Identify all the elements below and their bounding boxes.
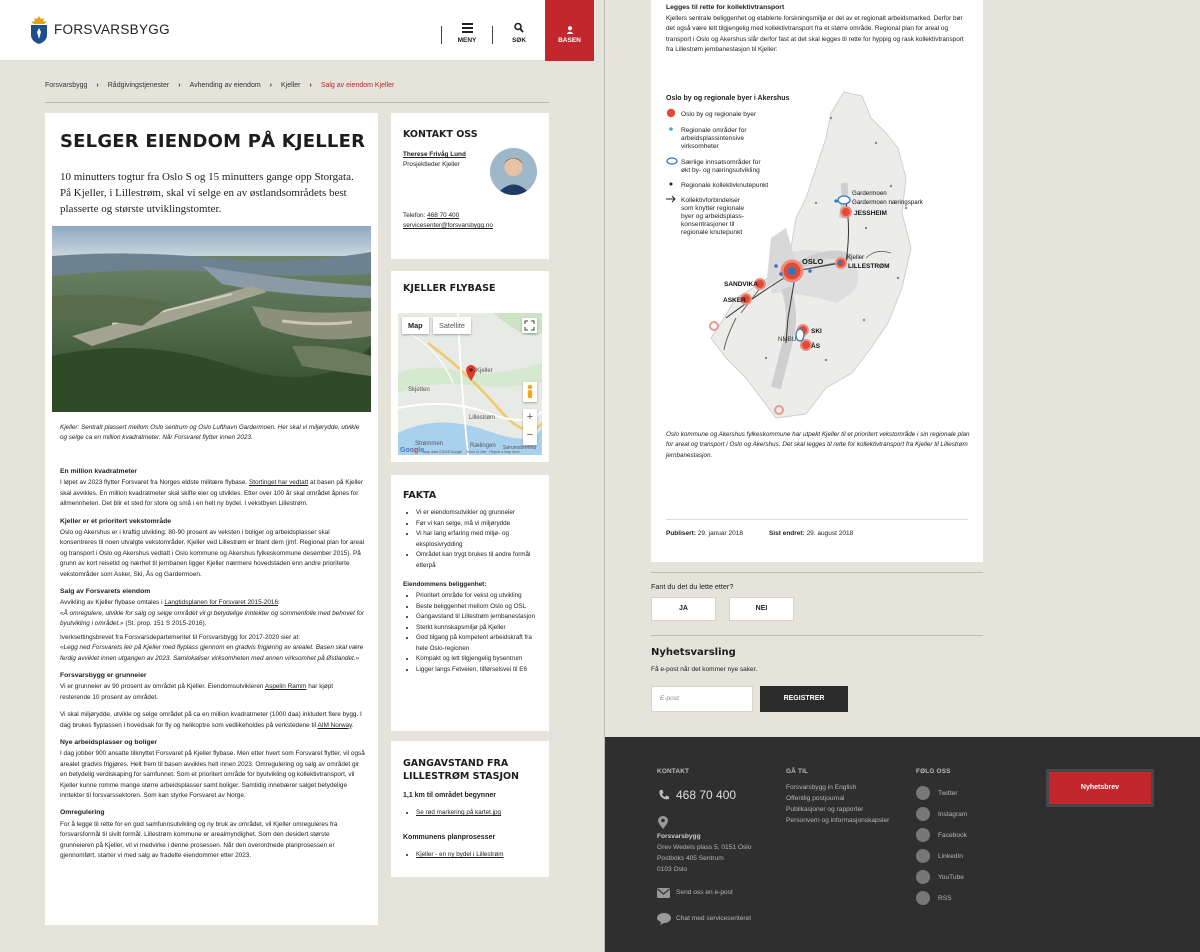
footer-phone[interactable]: 468 70 400 — [676, 788, 737, 802]
fullscreen-icon — [522, 318, 537, 333]
breadcrumb-link[interactable]: Rådgivingstjenester — [107, 82, 170, 89]
published-label: Publisert: — [666, 530, 696, 537]
paragraph — [60, 598, 365, 629]
flybase-title: KJELLER FLYBASE — [403, 283, 496, 294]
footer-address: 0103 Oslo — [657, 866, 688, 873]
published-date — [666, 530, 743, 537]
facebook-icon — [916, 828, 930, 842]
breadcrumb — [45, 82, 394, 89]
list-item: • God tilgang på kompetent arbeidskraft fra hele Oslo-regionen — [416, 633, 545, 654]
section-heading: Kjeller er et prioritert vekstområde — [60, 517, 172, 525]
contact-role: Prosjektleder Kjeller — [403, 161, 460, 168]
text: I løpet av 2023 flytter Forsvaret fra Norges eldste militære flybase. — [60, 479, 249, 487]
fakta-card — [391, 475, 549, 731]
header-divider — [441, 26, 442, 44]
text: Vi skal miljørydde, utvikle og selge området på ca en million kvadratmeter (1000 daa) inkludert flere bygg. I dag brukes flyplassen i hovedsak for fly og helikoptre som vedlikeholdes på verkstedene til — [60, 711, 362, 729]
map-label-skjetten: Skjetten — [408, 387, 430, 393]
newsletter-button[interactable]: Nyhetsbrev — [1046, 769, 1154, 807]
social-label: RSS — [938, 894, 952, 902]
text: har kjøpt resterende 10 prosent av området. — [60, 683, 334, 701]
chevron-right-icon: › — [178, 82, 181, 89]
map-legend-title: Oslo by og regionale byer i Akershus — [666, 95, 790, 102]
plan-heading: Kommunens planprosesser — [403, 834, 496, 841]
section-heading: Nye arbeidsplasser og boliger — [60, 738, 158, 746]
email-link[interactable]: servicesenter@forsvarsbygg.no — [403, 222, 493, 229]
paragraph — [60, 710, 365, 731]
distance-heading: 1,1 km til området begynner — [403, 792, 496, 799]
section-heading: Omregulering — [60, 809, 105, 817]
newsletter-subtitle: Få e-post når det kommer nye saker. — [651, 666, 758, 673]
footer-address: Postboks 405 Sentrum — [657, 855, 724, 862]
map-legend-item: konsentrasjoner til — [681, 221, 735, 228]
section-heading: Legges til rette for kollektivtransport — [666, 4, 785, 11]
list-item: • Gangavstand til Lillestrøm jernbanestasjon — [416, 612, 545, 623]
fakta-list — [405, 508, 545, 571]
map-legend-item: virksomheter — [681, 143, 719, 150]
divider — [45, 102, 549, 103]
menu-label: MENY — [457, 37, 477, 44]
list-item: • Før vi kan selge, må vi miljørydde — [416, 519, 545, 530]
article-body — [60, 467, 365, 868]
map-label-sandvika: SANDVIKA — [724, 281, 758, 288]
phone-icon — [658, 789, 670, 801]
social-label: YouTube — [938, 873, 964, 881]
gangavstand-title: GANGAVSTAND FRA LILLESTRØM STASJON — [403, 758, 519, 782]
search-button[interactable] — [497, 22, 541, 44]
map-legend-item: regionale knutepunkt — [681, 229, 743, 236]
paragraph — [60, 682, 365, 703]
map-label-strommen: Strømmen — [415, 441, 444, 447]
paragraph: For å legge til rette for en god samfunnsutvikling og ny bruk av området, vil Kjeller omreguleres fra forsvarsformål til sivilt formål. Lillestrøm kommune er arealmyndighet. Som den desidert største grunneieren på Kjeller, vil vi medvirke i denne prosessen. Når den overordnede planprosessen er gjennomført, starter vi med salg av fradelte eiendommer etter 2023. — [60, 820, 338, 859]
link[interactable]: Langtidsplanen for Forsvaret 2015-2016 — [164, 599, 278, 607]
divider — [651, 635, 983, 636]
social-link-linkedin[interactable] — [916, 849, 963, 863]
gangavstand-card — [391, 741, 549, 877]
link[interactable]: AIM Norway — [317, 721, 352, 729]
map-image-link[interactable]: • Se rød markering på kartet.jpg — [416, 808, 545, 819]
site-footer — [605, 737, 1200, 952]
social-label: Twitter — [938, 789, 958, 797]
zoom-controls — [523, 409, 537, 445]
map-legend-item: som knytter regionale — [681, 205, 745, 212]
footer-heading-kontakt: KONTAKT — [657, 768, 690, 775]
chevron-right-icon: › — [96, 82, 99, 89]
section-heading: Forsvarsbygg er grunneier — [60, 671, 147, 679]
paragraph — [60, 633, 365, 664]
beliggenhet-list — [405, 591, 545, 675]
instagram-icon — [916, 807, 930, 821]
chat-link[interactable]: Chat med servicesenteret — [676, 915, 752, 922]
divider — [651, 572, 983, 573]
header-divider — [492, 26, 493, 44]
site-header — [0, 0, 594, 61]
map-label-asker: ASKER — [723, 297, 746, 304]
page-title: SELGER EIENDOM PÅ KJELLER — [60, 131, 366, 152]
google-map[interactable] — [398, 313, 542, 455]
map-label-nmbu: NMBU — [778, 336, 797, 343]
edited-label: Sist endret: — [769, 530, 805, 537]
list-item: • Vi har lang erfaring med miljø- og eksplosivrydding — [416, 529, 545, 550]
footer-heading-ga-til: GÅ TIL — [786, 768, 809, 775]
map-tiles — [398, 313, 542, 455]
paragraph — [60, 478, 365, 509]
map-label-sorumsbrenna: Sørumsbrenna — [503, 445, 537, 451]
text: : — [278, 599, 280, 607]
map-tab-map[interactable]: Map — [402, 317, 429, 334]
link-list — [405, 850, 545, 861]
map-legend-item: Kollektivforbindelser — [681, 197, 741, 204]
article-card — [45, 113, 378, 925]
text: Vi er grunneier av 90 prosent av området på Kjeller. Eiendomsutvikleren — [60, 683, 265, 691]
social-label: Instagram — [938, 810, 968, 818]
chat-icon — [657, 913, 671, 925]
map-report-link[interactable]: Report a map error — [489, 450, 520, 454]
flybase-card — [391, 271, 549, 462]
map-legend-item: byer og arbeidsplass- — [681, 213, 745, 220]
list-item: • Området kan trygt brukes til andre formål etterpå — [416, 550, 545, 571]
youtube-icon — [916, 870, 930, 884]
user-icon — [566, 26, 574, 34]
text: at basen på Kjeller skal avvikles. En million kvadratmeter skal skifte eier og utvikles. Etter over 100 år skal området åpnes for allmennheten. Det blir et sted for store og små i en helt ny bydel. I vekstbyen Lillestrøm. — [60, 479, 363, 508]
google-logo: Google — [400, 447, 425, 454]
footer-link[interactable]: Forsvarsbygg in English — [786, 784, 857, 791]
quote: «Legg ned Forsvarets leir på Kjeller med flyplass gjennom en gradvis frigjøring av arealet. Basen skal være ferdig avviklet innen utgangen av 2023. Samlokaliser virksomheten med annen virksomhet på Østlandet.» — [60, 644, 364, 662]
pegman-icon — [523, 382, 537, 402]
menu-button[interactable] — [445, 22, 489, 44]
edited-date — [769, 530, 853, 537]
contact-phone-row — [403, 211, 459, 221]
social-link-youtube[interactable] — [916, 870, 964, 884]
link-list — [405, 808, 545, 819]
text: (St. prop. 151 S 2015-2016). — [123, 620, 207, 628]
list-item: • Ligger langs Fetveien, tilførselsvei til E6 — [416, 665, 545, 676]
footer-heading-folg-oss: FØLG OSS — [916, 768, 951, 775]
paragraph: Oslo og Akershus er i kraftig utvikling. 80-90 prosent av veksten i boliger og arbeidsplasser skal konsentreres til noen utvalgte vekstområder. Kjeller ved Lillestrøm er blant dem (jmf. Regional plan for areal og transport i Oslo og Akershus vedtatt i Oslo kommune og Akershus fylkeskommune desember 2015). På grunn av kort reisetid og nærhet til jernbanen ligger Kjeller nærmere hovedstaden enn andre prioriterte vekstområder som Asker, Ski, Ås og Gardermoen. — [60, 529, 365, 578]
footer-link[interactable]: Publikasjoner og rapporter — [786, 806, 864, 813]
email-input[interactable]: E-post — [651, 686, 753, 712]
brand-name[interactable]: FORSVARSBYGG — [54, 22, 170, 37]
link[interactable]: Stortinget har vedtatt — [248, 479, 309, 487]
footer-link[interactable]: Personvern og informasjonskapsler — [786, 817, 890, 824]
plan-link[interactable]: • Kjeller - en ny bydel i Lillestrøm — [416, 850, 545, 861]
basen-button[interactable] — [545, 0, 594, 61]
section-heading: Salg av Forsvarets eiendom — [60, 588, 151, 596]
map-attribution — [423, 450, 520, 454]
search-icon — [514, 22, 524, 34]
footer-org: Forsvarsbygg — [657, 833, 701, 840]
map-label-jessheim: JESSHEIM — [854, 210, 887, 217]
breadcrumb-current: Salg av eiendom Kjeller — [320, 82, 395, 89]
breadcrumb-link[interactable]: Forsvarsbygg — [45, 82, 88, 89]
map-label-ralingen: Rælingen — [470, 443, 496, 449]
quote: «Å omregulere, utvikle for salg og selge området vil gi betydelige inntekter og sommenfolle med behovet for byutvikling i området.» — [60, 609, 365, 628]
social-link-rss[interactable] — [916, 891, 952, 905]
social-link-facebook[interactable] — [916, 828, 967, 842]
breadcrumb-link[interactable]: Kjeller — [281, 82, 301, 89]
text: Iverksettingsbrevet fra Forsvarsdepartementet til Forsvarsbygg for 2017-2020 sier at: — [60, 633, 301, 641]
list-item: • Kompakt og lett tilgjengelig bysentrum — [416, 654, 545, 665]
feedback-yes-button[interactable]: JA — [651, 597, 716, 621]
link[interactable]: Aspelin Ramm — [264, 683, 307, 691]
phone-label: Telefon: — [403, 212, 428, 219]
map-label-lillestrom: LILLESTRØM — [848, 263, 890, 270]
footer-link[interactable]: Offentlig postjournal — [786, 795, 845, 802]
map-label-kjeller: Kjeller — [476, 368, 493, 374]
map-tab-satellite[interactable]: Satellite — [433, 317, 471, 334]
phone-link[interactable]: 468 70 400 — [427, 212, 460, 219]
contact-title: KONTAKT OSS — [403, 129, 478, 140]
map-label-as: ÅS — [811, 343, 821, 350]
edited-value: 29. august 2018 — [804, 530, 854, 537]
social-link-instagram[interactable] — [916, 807, 967, 821]
map-terms-link[interactable]: Terms of Use — [465, 450, 487, 454]
map-pin-icon[interactable] — [466, 365, 476, 381]
map-label-ski: SKI — [811, 328, 822, 335]
avatar — [490, 148, 537, 195]
article-lead: 10 minutters togtur fra Oslo S og 15 minutters gange opp Storgata. På Kjeller, i Lillestrøm, skal vi selge en av østlandsområdets best plasserte og største utviklingstomter. — [60, 171, 354, 215]
paragraph: I dag jobber 900 ansatte tilknyttet Forsvaret på Kjeller flybase. Men etter hvert som Forsvaret flytter, vil også arealet gradvis frigjøres. Helt frem til basen avvikles helt innen 2023. Omregulering og salg av området gir en betydelig verdiskaping for samfunnet. Som et prioritert område for byutvikling og kollektivtransport, vil Kjeller kunne romme mange større arbeidsplasser samt boliger. Samtidig innebærer salget betydelige inntekter til forsvarssektoren. Som kan styrke Forsvaret av Norge. — [60, 750, 365, 799]
aerial-photo — [52, 226, 371, 412]
forsvarsbygg-logo-icon[interactable] — [28, 15, 50, 45]
linkedin-icon — [916, 849, 930, 863]
contact-name-link[interactable]: Therese Frivåg Lund — [403, 151, 466, 158]
page-right-view — [605, 0, 1200, 952]
register-button[interactable]: REGISTRER — [760, 686, 848, 712]
chevron-right-icon: › — [269, 82, 273, 89]
map-label-gardermoen: Gardermoen — [852, 190, 887, 197]
zoom-in-button[interactable]: + — [526, 411, 534, 423]
map-caption: Oslo kommune og Akershus fylkeskommune har utpekt Kjeller til et prioritert vekstområde i sin regionale plan for areal og transport i Oslo og Akershus. Det skal legges til rette for kollektivtransport fra Kjeller til Lillestrøm jernbanestasjon. — [666, 431, 970, 459]
beliggenhet-title: Eiendommens beliggenhet: — [403, 581, 487, 588]
map-data-credit: Map data ©2018 Google — [423, 450, 463, 454]
list-item: • Sterkt kunnskapsmiljø på Kjeller — [416, 623, 545, 634]
paragraph: Kjellers sentrale beliggenhet og etablerte forskningsmiljø er del av et regionalt arbeidsmarked. Derfor bør det også være lett tilgjengelig med kollektivtransport fra et større område. Regional plan for areal og transport i Oslo og Akershus slår derfor fast at det skal legges til rette for hyppig og rask kollektivtransport fra Lillestrøm jernbanestasjon til Kjeller: — [666, 15, 964, 53]
fullscreen-button[interactable] — [522, 318, 537, 333]
published-value: 29. januar 2018 — [695, 530, 743, 537]
zoom-out-button[interactable]: − — [526, 429, 534, 441]
email-icon — [657, 888, 670, 898]
social-link-twitter[interactable] — [916, 786, 957, 800]
article-card-continued — [651, 0, 983, 562]
divider — [666, 519, 968, 520]
text: . — [351, 721, 354, 729]
twitter-icon — [916, 786, 930, 800]
search-label: SØK — [511, 37, 527, 44]
map-legend-item: Oslo by og regionale byer — [681, 111, 757, 118]
social-label: Facebook — [938, 831, 967, 839]
basen-label: BASEN — [558, 37, 581, 44]
regional-plan-map — [666, 88, 971, 420]
map-label-lillestrom: Lillestrøm — [469, 415, 496, 421]
photo-caption: Kjeller: Sentralt plassert mellom Oslo sentrum og Oslo Lufthavn Gardermoen. Her skal vi miljørydde, utvikle og selge ca en million kvadratmeter. Når Forsvaret flytter innen 2023. — [60, 424, 360, 441]
chevron-right-icon: › — [309, 82, 312, 89]
feedback-no-button[interactable]: NEI — [729, 597, 794, 621]
social-label: LinkedIn — [938, 852, 963, 860]
map-label-gardermoen-naeringspark: Gardermoen næringspark — [852, 199, 923, 206]
send-email-link[interactable]: Send oss en e-post — [676, 889, 733, 896]
list-item: • Beste beliggenhet mellom Oslo og OSL — [416, 602, 545, 613]
contact-card — [391, 113, 549, 259]
hamburger-icon — [462, 22, 473, 34]
newsletter-title: Nyhetsvarsling — [651, 647, 736, 658]
footer-address: Grev Wedels plass 5, 0151 Oslo — [657, 844, 752, 851]
feedback-question: Fant du det du lette etter? — [651, 582, 734, 591]
rss-icon — [916, 891, 930, 905]
breadcrumb-link[interactable]: Avhending av eiendom — [189, 82, 261, 89]
map-legend-item: Regionale kollektivknutepunkt — [681, 182, 769, 189]
map-label-kjeller: Kjeller — [847, 254, 865, 261]
map-legend-item: Regionale områder for — [681, 127, 747, 134]
map-legend-item: Særlige innsatsområder for — [681, 159, 761, 166]
location-pin-icon — [658, 816, 668, 829]
map-label-oslo: OSLO — [802, 257, 824, 266]
street-view-button[interactable] — [523, 382, 537, 402]
text: Avvikling av Kjeller flybase omtales i — [60, 599, 165, 607]
fakta-title: FAKTA — [403, 490, 437, 501]
map-legend-item: økt by- og næringsutvikling — [681, 167, 760, 174]
section-heading: En million kvadratmeter — [60, 468, 138, 475]
list-item: • Vi er eiendomsutvikler og grunneier — [416, 508, 545, 519]
map-legend-item: arbeidsplassintensive — [681, 135, 745, 142]
list-item: • Prioritert område for vekst og utvikling — [416, 591, 545, 602]
